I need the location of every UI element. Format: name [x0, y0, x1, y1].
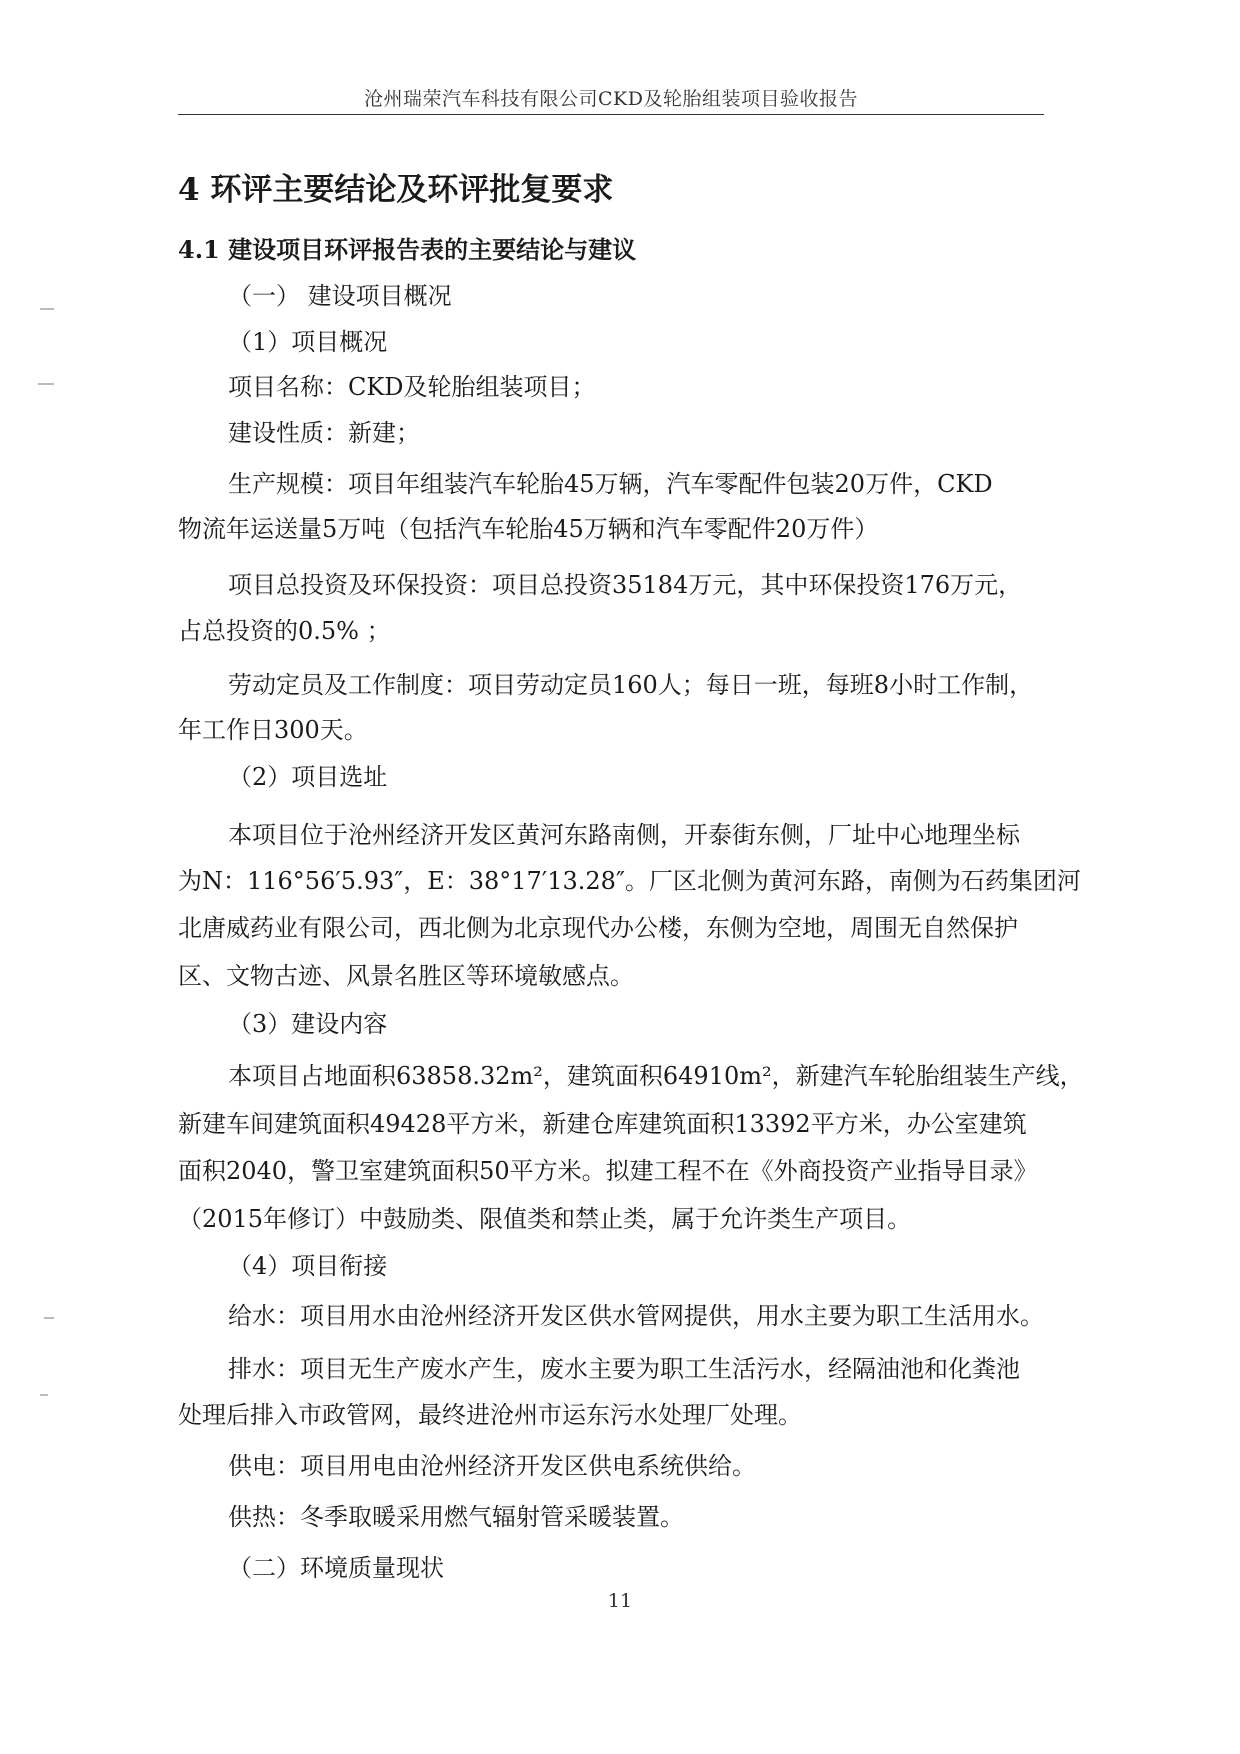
body-line: 排水：项目无生产废水产生，废水主要为职工生活污水，经隔油池和化粪池 [228, 1355, 1020, 1383]
item-heading: （4）项目衔接 [228, 1252, 388, 1280]
body-line: 本项目位于沧州经济开发区黄河东路南侧，开泰街东侧，厂址中心地理坐标 [228, 821, 1020, 849]
scan-speck [44, 1317, 54, 1319]
scan-speck [38, 383, 54, 385]
header-rule [178, 114, 1044, 115]
body-line: 建设性质：新建； [228, 419, 420, 447]
body-line: 劳动定员及工作制度：项目劳动定员160人；每日一班，每班8小时工作制， [228, 671, 1034, 699]
item-heading: （3）建设内容 [228, 1010, 388, 1038]
body-line: 供电：项目用电由沧州经济开发区供电系统供给。 [228, 1452, 756, 1480]
body-line: 年工作日300天。 [178, 716, 368, 744]
scan-speck [40, 308, 54, 310]
item-heading: （1）项目概况 [228, 328, 388, 356]
body-line: 项目总投资及环保投资：项目总投资35184万元，其中环保投资176万元， [228, 571, 1023, 599]
scan-speck [40, 1394, 48, 1396]
body-line: 处理后排入市政管网，最终进沧州市运东污水处理厂处理。 [178, 1401, 802, 1429]
body-line: 给水：项目用水由沧州经济开发区供水管网提供，用水主要为职工生活用水。 [228, 1302, 1044, 1330]
body-line: 新建车间建筑面积49428平方米，新建仓库建筑面积13392平方米，办公室建筑 [178, 1110, 1027, 1138]
body-line: 北唐威药业有限公司，西北侧为北京现代办公楼，东侧为空地，周围无自然保护 [178, 914, 1018, 942]
body-line: 物流年运送量5万吨（包括汽车轮胎45万辆和汽车零配件20万件） [178, 515, 879, 543]
body-line: 生产规模：项目年组装汽车轮胎45万辆，汽车零配件包装20万件，CKD [228, 470, 993, 498]
body-line: 占总投资的0.5% ； [178, 617, 391, 645]
body-line: 为N：116°56′5.93″，E：38°17′13.28″。厂区北侧为黄河东路，南侧为石药集团河 [178, 867, 1081, 895]
subsection-heading: （一） 建设项目概况 [228, 282, 452, 310]
body-line: 项目名称：CKD及轮胎组装项目； [228, 373, 596, 401]
body-line: 面积2040，警卫室建筑面积50平方米。拟建工程不在《外商投资产业指导目录》 [178, 1157, 1038, 1185]
page-number: 11 [607, 1590, 633, 1612]
item-heading: （2）项目选址 [228, 763, 388, 791]
body-line: 供热：冬季取暖采用燃气辐射管采暖装置。 [228, 1503, 684, 1531]
body-line: （2015年修订）中鼓励类、限值类和禁止类，属于允许类生产项目。 [178, 1205, 912, 1233]
body-line: 区、文物古迹、风景名胜区等环境敏感点。 [178, 962, 634, 990]
running-header: 沧州瑞荣汽车科技有限公司CKD及轮胎组装项目验收报告 [364, 88, 858, 110]
subsection-heading: （二）环境质量现状 [228, 1554, 444, 1582]
section-heading: 4.1 建设项目环评报告表的主要结论与建议 [178, 235, 637, 264]
chapter-heading: 4 环评主要结论及环评批复要求 [178, 172, 614, 208]
body-line: 本项目占地面积63858.32m²，建筑面积64910m²，新建汽车轮胎组装生产线， [228, 1062, 1084, 1090]
